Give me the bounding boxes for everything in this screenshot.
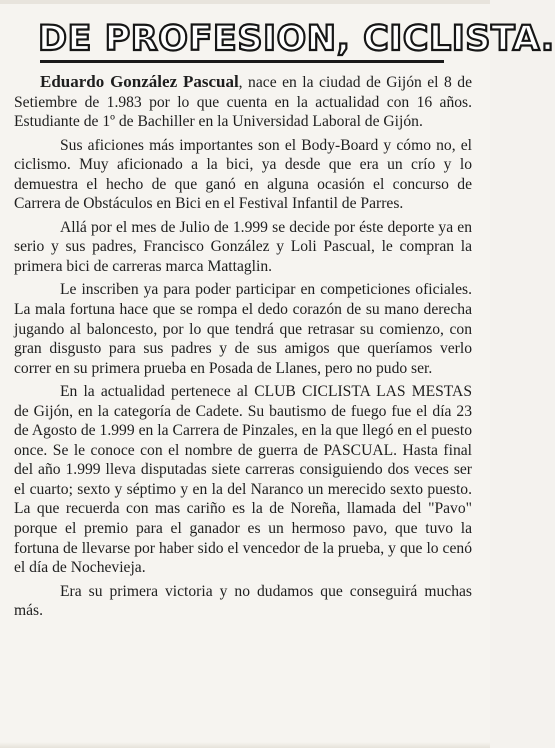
article-paragraph-1 bbox=[14, 72, 472, 132]
article-paragraph-4: Le inscriben ya para poder participar en competiciones oficiales. La mala fortuna hace que se rompa el dedo corazón de su mano derecha jugando al baloncesto, por lo que tendrá que retrasar su comienzo, con gran disgusto para sus padres y de sus amigos que queríamos verlo correr en su primera prueba en Posada de Llanes, pero no pudo ser. bbox=[14, 281, 472, 377]
article-paragraph-3: Allá por el mes de Julio de 1.999 se decide por éste deporte ya en serio y sus padres, Francisco González y Loli Pascual, le compran la primera bici de carreras marca Mattaglin. bbox=[14, 218, 472, 275]
paragraph-1-text: , nace en la ciudad de Gijón el 8 de Setiembre de 1.983 por lo que cuenta en la actualidad con 16 años. Estudiante de 1º de Bachiller en la Universidad Laboral de Gijón. bbox=[14, 74, 472, 131]
page-top-edge bbox=[0, 0, 490, 4]
headline-underline bbox=[40, 60, 444, 63]
article-paragraph-6: Era su primera victoria y no dudamos que conseguirá muchas más. bbox=[14, 582, 472, 620]
article-headline: DE PROFESION, CICLISTA. bbox=[38, 19, 555, 59]
subject-name: Eduardo González Pascual bbox=[40, 72, 239, 91]
article-body bbox=[14, 72, 472, 625]
article-paragraph-2: Sus aficiones más importantes son el Body-Board y cómo no, el ciclismo. Muy aficionado a la bici, ya desde que era un crío y lo demuestra el hecho de que ganó en alguna ocasión el concurso de Carrera de Obstáculos en Bici en el Festival Infantil de Parres. bbox=[14, 136, 472, 213]
article-paragraph-5: En la actualidad pertenece al CLUB CICLISTA LAS MESTAS de Gijón, en la categoría de Cadete. Su bautismo de fuego fue el día 23 de Agosto de 1.999 en la Carrera de Pinzales, en la que llegó en el puesto once. Se le conoce con el nombre de guerra de PASCUAL. Hasta final del año 1.999 lleva disputadas siete carreras consiguiendo dos veces ser el cuarto; sexto y séptimo y en la del Naranco un merecido sexto puesto. La que recuerda con mas cariño es la de Noreña, llamada del "Pavo" porque el premio para el ganador es un hermoso pavo, que tuvo la fortuna de llevarse por haber sido el vencedor de la prueba, y que lo cenó el día de Nochevieja. bbox=[14, 383, 472, 577]
page-bottom-edge bbox=[0, 742, 490, 748]
